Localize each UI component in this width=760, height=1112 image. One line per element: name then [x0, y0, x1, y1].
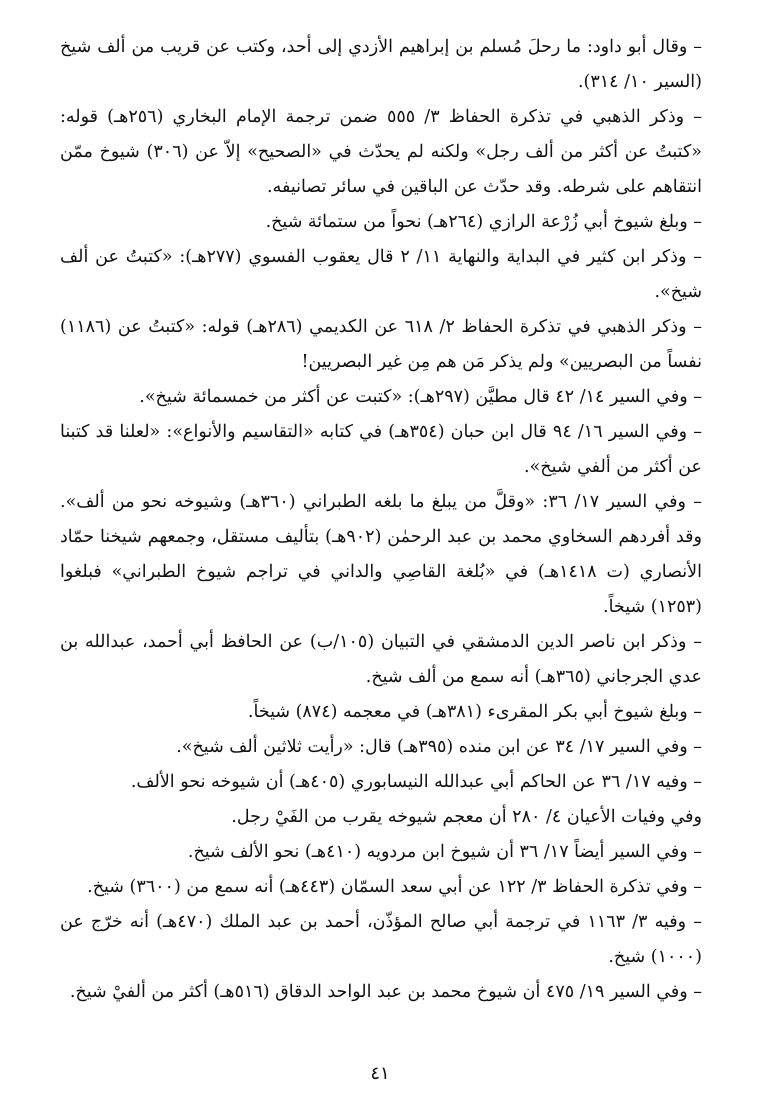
paragraph-muqri: – وبلغ شيوخ أبي بكر المقرىء (٣٨١هـ) في معجمه (٨٧٤) شيخاً. [247, 702, 702, 722]
page-number: ٤١ [370, 1063, 390, 1084]
paragraph-abu-dawud: – وقال أبو داود: ما رحلَ مُسلم بن إبراهيم الأزدي إلى أحد، وكتب عن قريب من ألف شيخ (السير ١٠/ ٣١٤). [60, 37, 702, 92]
paragraph-yaqub-fasawi: – وذكر ابن كثير في البداية والنهاية ١١/ ٢ قال يعقوب الفسوي (٢٧٧هـ): «كتبتُ عن ألف شيخ». [60, 247, 702, 302]
paragraph-ibn-adi: – وذكر ابن ناصر الدين الدمشقي في التبيان (١٠٥/ب) عن الحافظ أبي أحمد، عبدالله بن عدي الجرجاني (٣٦٥هـ) أنه سمع من ألف شيخ. [60, 632, 702, 687]
paragraph-kudaymi: – وذكر الذهبي في تذكرة الحفاظ ٢/ ٦١٨ عن الكديمي (٢٨٦هـ) قوله: «كتبتُ عن (١١٨٦) نفساً من البصريين» ولم يذكر مَن هم مِن غير البصريين! [60, 317, 702, 372]
paragraph-wafayat: وفي وفيات الأعيان ٤/ ٢٨٠ أن معجم شيوخه يقرب من الفَيْ رجل. [231, 807, 702, 827]
paragraph-ibn-hibban: – وفي السير ١٦/ ٩٤ قال ابن حبان (٣٥٤هـ) في كتابه «التقاسيم والأنواع»: «لعلنا قد كتبنا عن أكثر من ألفي شيخ». [60, 422, 702, 477]
paragraph-samman: – وفي تذكرة الحفاظ ٣/ ١٢٢ عن أبي سعد السمّان (٤٤٣هـ) أنه سمع من (٣٦٠٠) شيخ. [87, 877, 702, 897]
paragraph-tabarani: – وفي السير ١٧/ ٣٦: «وقلَّ من يبلغ ما بلغه الطبراني (٣٦٠هـ) وشيوخه نحو من ألف». وقد أفردهم السخاوي محمد بن عبد الرحمٰن (٩٠٢هـ) بتأليف مستقل، وجمعهم شيخنا حمّاد الأنصاري (ت ١٤١٨هـ) في «بُلغة القاصِي والداني في تراجم شيوخ الطبراني» فبلغوا (١٢٥٣) شيخاً. [60, 492, 702, 617]
page-body [60, 30, 702, 1050]
paragraph-mutayyan: – وفي السير ١٤/ ٤٢ قال مطيَّن (٢٩٧هـ): «كتبت عن أكثر من خمسمائة شيخ». [139, 387, 702, 407]
paragraph-hakim: – وفيه ١٧/ ٣٦ عن الحاكم أبي عبدالله النيسابوري (٤٠٥هـ) أن شيوخه نحو الألف. [130, 772, 702, 792]
paragraph-ibn-marduyah: – وفي السير أيضاً ١٧/ ٣٦ أن شيوخ ابن مردويه (٤١٠هـ) نحو الألف شيخ. [187, 842, 702, 862]
paragraph-abu-salih: – وفيه ٣/ ١١٦٣ في ترجمة أبي صالح المؤذّن، أحمد بن عبد الملك (٤٧٠هـ) أنه خرّج عن (١٠٠٠) شيخ. [60, 912, 702, 967]
paragraph-ibn-mandah: – وفي السير ١٧/ ٣٤ عن ابن منده (٣٩٥هـ) قال: «رأيت ثلاثين ألف شيخ». [176, 737, 702, 757]
paragraph-bukhari: – وذكر الذهبي في تذكرة الحفاظ ٣/ ٥٥٥ ضمن ترجمة الإمام البخاري (٢٥٦هـ) قوله: «كتبتُ عن أكثر من ألف رجل» ولكنه لم يحدّث في «الصحيح» إلاّ عن (٣٠٦) شيوخ ممّن انتقاهم على شرطه. وقد حدّث عن الباقين في سائر تصانيفه. [60, 107, 702, 197]
paragraph-daqqaq: – وفي السير ١٩/ ٤٧٥ أن شيوخ محمد بن عبد الواحد الدقاق (٥١٦هـ) أكثر من ألفيْ شيخ. [69, 982, 702, 1002]
paragraph-abu-zura: – وبلغ شيوخ أبي زُرْعة الرازي (٢٦٤هـ) نحواً من ستمائة شيخ. [265, 212, 702, 232]
